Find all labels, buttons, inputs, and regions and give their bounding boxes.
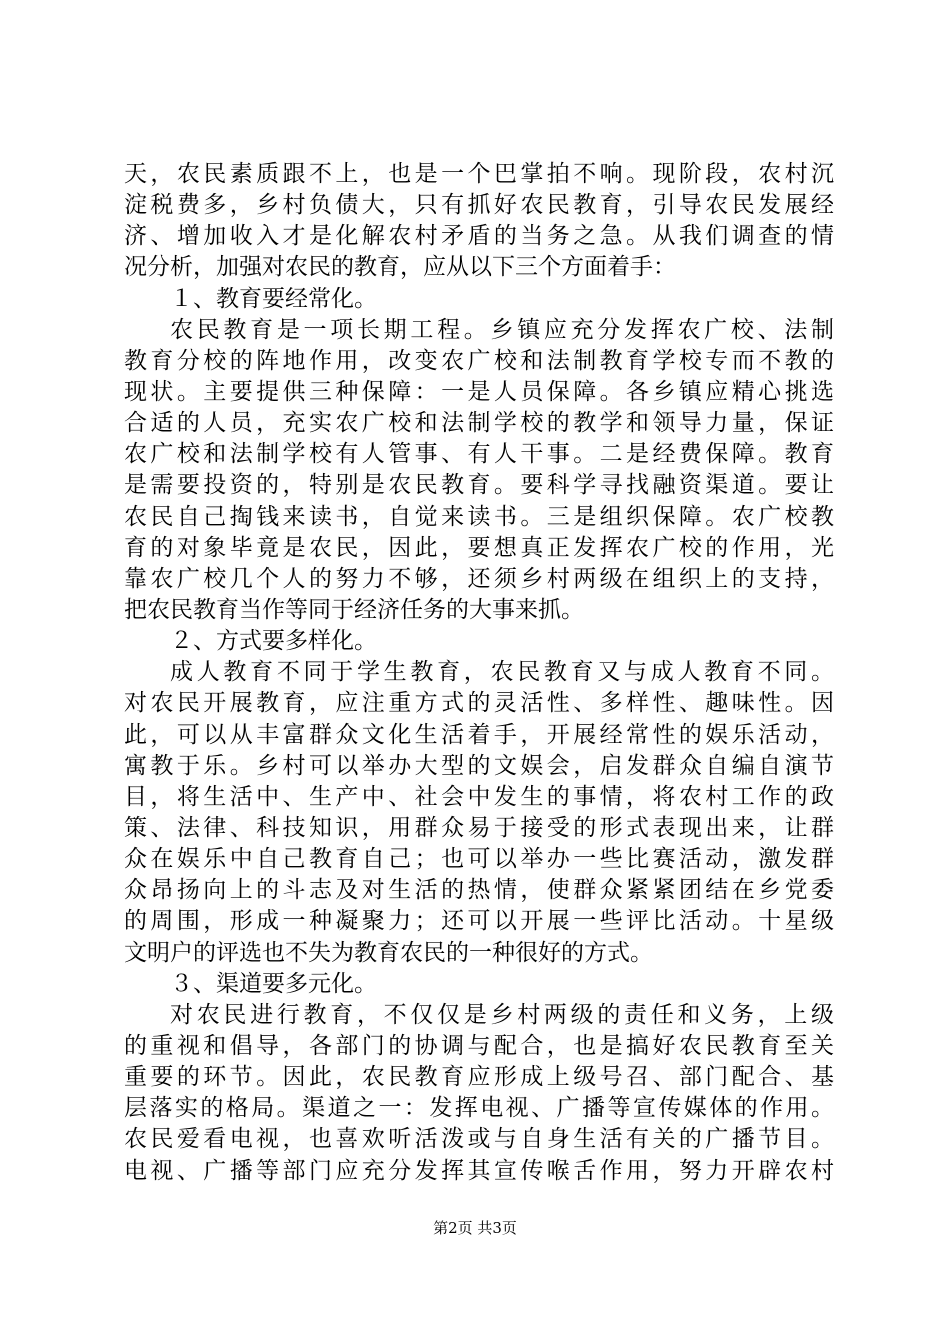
text-line: 众在娱乐中自己教育自己；也可以举办一些比赛活动，激发群 [124,846,834,873]
text-line: 众昂扬向上的斗志及对生活的热情，使群众紧紧团结在乡党委 [124,877,834,904]
text-line: 成人教育不同于学生教育，农民教育又与成人教育不同。 [170,659,834,686]
text-line: 的周围，形成一种凝聚力；还可以开展一些评比活动。十星级 [124,908,834,935]
text-line: 层落实的格局。渠道之一：发挥电视、广播等宣传媒体的作用。 [124,1095,834,1122]
text-line: 对农民进行教育，不仅仅是乡村两级的责任和义务，上级 [170,1001,834,1028]
text-line: 重要的环节。因此，农民教育应形成上级号召、部门配合、基 [124,1064,834,1091]
text-line: 电视、广播等部门应充分发挥其宣传喉舌作用，努力开辟农村 [124,1157,834,1184]
body-text [124,159,834,1187]
text-line: 农民教育是一项长期工程。乡镇应充分发挥农广校、法制 [170,316,834,343]
text-line: 是需要投资的，特别是农民教育。要科学寻找融资渠道。要让 [124,472,834,499]
text-line: ３、渠道要多元化。 [170,970,377,997]
text-line: 目，将生活中、生产中、社会中发生的事情，将农村工作的政 [124,783,834,810]
text-line: 农民爱看电视，也喜欢听活泼或与自身生活有关的广播节目。 [124,1126,834,1153]
text-line: 策、法律、科技知识，用群众易于接受的形式表现出来，让群 [124,814,834,841]
text-line: 的重视和倡导，各部门的协调与配合，也是搞好农民教育至关 [124,1032,834,1059]
text-line: 况分析，加强对农民的教育，应从以下三个方面着手： [124,254,676,281]
text-line: 现状。主要提供三种保障：一是人员保障。各乡镇应精心挑选 [124,378,834,405]
text-line: 天，农民素质跟不上，也是一个巴掌拍不响。现阶段，农村沉 [124,161,834,187]
text-line: 合适的人员，充实农广校和法制学校的教学和领导力量，保证 [124,410,834,437]
page-footer: 第2页 共3页 [433,1219,517,1237]
text-line: 农民自己掏钱来读书，自觉来读书。三是组织保障。农广校教 [124,503,834,530]
text-line: 文明户的评选也不失为教育农民的一种很好的方式。 [124,939,653,966]
text-line: ２、方式要多样化。 [170,628,377,655]
text-line: 育的对象毕竟是农民，因此，要想真正发挥农广校的作用，光 [124,534,834,561]
text-line: 教育分校的阵地作用，改变农广校和法制教育学校专而不教的 [124,347,834,374]
text-line: 寓教于乐。乡村可以举办大型的文娱会，启发群众自编自演节 [124,752,834,779]
text-line: 把农民教育当作等同于经济任务的大事来抓。 [124,596,584,623]
text-line: 济、增加收入才是化解农村矛盾的当务之急。从我们调查的情 [124,223,834,250]
text-line: 对农民开展教育，应注重方式的灵活性、多样性、趣味性。因 [124,690,834,717]
text-line: 靠农广校几个人的努力不够，还须乡村两级在组织上的支持， [124,565,834,592]
text-line: 农广校和法制学校有人管事、有人干事。二是经费保障。教育 [124,441,834,468]
text-line: 淀税费多，乡村负债大，只有抓好农民教育，引导农民发展经 [124,192,834,219]
text-line: 此，可以从丰富群众文化生活着手，开展经常性的娱乐活动， [124,721,834,748]
text-line: １、教育要经常化。 [170,285,377,312]
